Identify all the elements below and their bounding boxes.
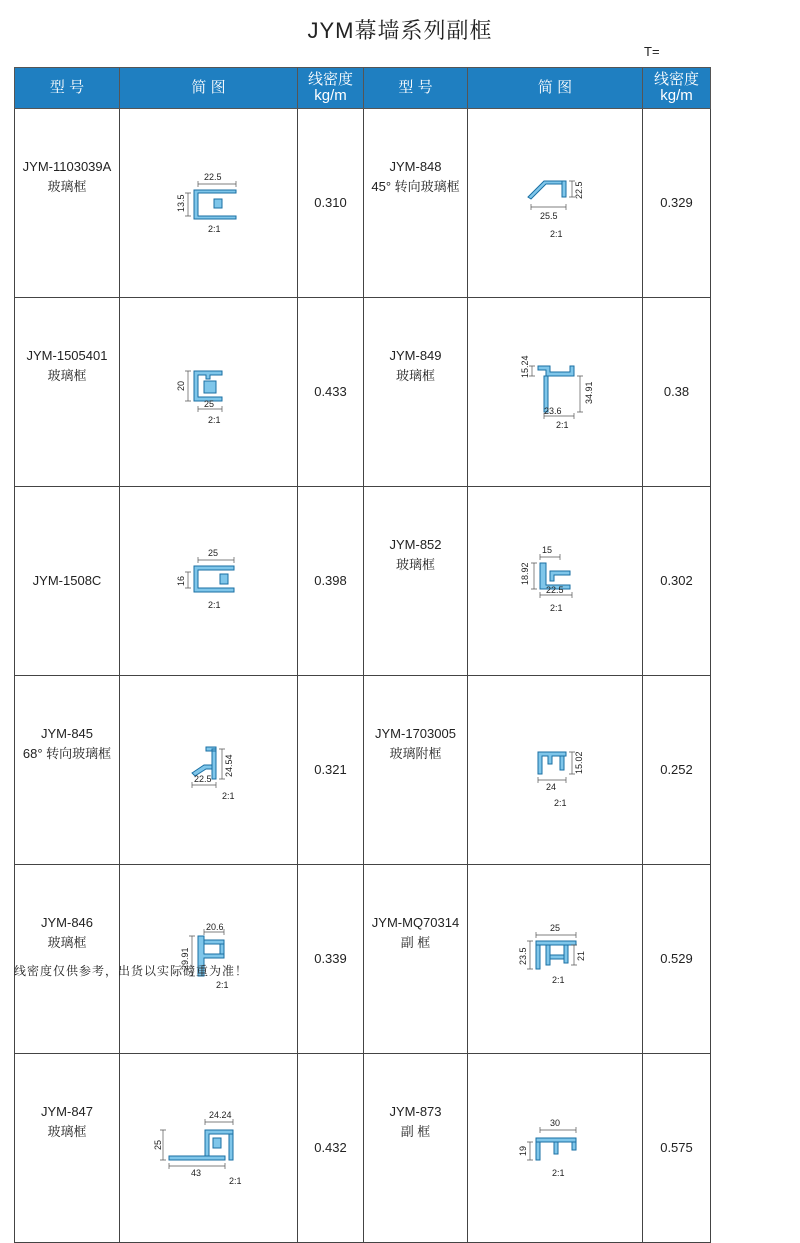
- profile-diagram: [164, 546, 254, 616]
- table-row: [15, 109, 711, 298]
- footnote: 线密度仅供参考，出货以实际磅重为准！: [14, 964, 249, 978]
- svg-text:22.5: 22.5: [574, 181, 584, 199]
- profile-diagram: [164, 357, 254, 427]
- model-cell: JYM-846 玻璃框: [15, 865, 120, 1054]
- diagram-cell: [468, 109, 643, 298]
- svg-text:16: 16: [175, 575, 186, 586]
- model-cell: JYM-849 玻璃框: [364, 298, 468, 487]
- model-cell: JYM-847 玻璃框: [15, 1054, 120, 1243]
- svg-text:22.5: 22.5: [203, 172, 222, 182]
- profile-diagram: [164, 168, 254, 238]
- svg-text:2:1: 2:1: [550, 603, 563, 613]
- svg-text:25: 25: [207, 548, 218, 558]
- profile-diagram: [510, 352, 600, 432]
- density-cell: 0.432: [298, 1054, 364, 1243]
- density-cell: 0.38: [643, 298, 711, 487]
- table-row: [15, 298, 711, 487]
- model-cell: JYM-852 玻璃框: [364, 487, 468, 676]
- model-cell: JYM-1103039A 玻璃框: [15, 109, 120, 298]
- header-density: 线密度 kg/m: [298, 68, 364, 109]
- svg-text:2:1: 2:1: [215, 980, 229, 990]
- diagram-cell: [468, 676, 643, 865]
- model-cell: JYM-873 副 框: [364, 1054, 468, 1243]
- profile-diagram: [510, 541, 600, 621]
- header-row: [15, 68, 711, 109]
- table-row: [15, 676, 711, 865]
- model-cell: JYM-1703005 玻璃附框: [364, 676, 468, 865]
- svg-text:34.91: 34.91: [584, 381, 594, 404]
- svg-text:23.5: 23.5: [518, 947, 528, 965]
- svg-text:20: 20: [175, 380, 186, 391]
- svg-text:23.6: 23.6: [544, 406, 562, 416]
- svg-text:20.6: 20.6: [205, 922, 224, 932]
- model-cell: JYM-845 68° 转向玻璃框: [15, 676, 120, 865]
- svg-text:24.54: 24.54: [223, 754, 234, 777]
- svg-text:19: 19: [518, 1145, 528, 1156]
- profile-diagram: [152, 1108, 259, 1188]
- diagram-cell: [120, 676, 298, 865]
- svg-text:22.5: 22.5: [546, 585, 564, 595]
- header-model: 型 号: [364, 68, 468, 109]
- svg-text:43: 43: [190, 1168, 201, 1178]
- density-cell: 0.575: [643, 1054, 711, 1243]
- diagram-cell: [468, 298, 643, 487]
- table-row: [15, 1054, 711, 1243]
- density-cell: 0.252: [643, 676, 711, 865]
- diagram-cell: [120, 865, 298, 1054]
- profile-diagram: [510, 1108, 600, 1188]
- svg-text:2:1: 2:1: [207, 224, 221, 234]
- thickness-label: T=: [644, 44, 660, 59]
- header-diagram: 简 图: [468, 68, 643, 109]
- density-cell: 0.310: [298, 109, 364, 298]
- table-row: [15, 865, 711, 1054]
- profile-diagram: [510, 163, 600, 243]
- density-cell: 0.398: [298, 487, 364, 676]
- svg-text:25: 25: [203, 399, 214, 409]
- svg-text:25: 25: [550, 923, 561, 933]
- profile-diagram: [510, 730, 600, 810]
- svg-text:2:1: 2:1: [228, 1176, 242, 1186]
- svg-text:13.5: 13.5: [175, 194, 186, 212]
- density-cell: 0.339: [298, 865, 364, 1054]
- svg-text:30: 30: [550, 1118, 561, 1128]
- svg-text:2:1: 2:1: [556, 420, 569, 430]
- density-cell: 0.329: [643, 109, 711, 298]
- svg-text:2:1: 2:1: [552, 1168, 565, 1178]
- svg-text:21: 21: [576, 950, 586, 961]
- diagram-cell: [468, 1054, 643, 1243]
- svg-text:22.5: 22.5: [193, 774, 212, 784]
- svg-text:15: 15: [542, 545, 553, 555]
- header-model: 型 号: [15, 68, 120, 109]
- svg-text:25: 25: [152, 1139, 163, 1150]
- diagram-cell: [468, 865, 643, 1054]
- svg-text:2:1: 2:1: [552, 975, 565, 985]
- table-row: [15, 487, 711, 676]
- svg-text:15.02: 15.02: [574, 751, 584, 774]
- density-cell: 0.302: [643, 487, 711, 676]
- diagram-cell: [120, 298, 298, 487]
- svg-text:24: 24: [546, 782, 557, 792]
- model-cell: JYM-1505401 玻璃框: [15, 298, 120, 487]
- density-cell: 0.529: [643, 865, 711, 1054]
- profile-table: [14, 67, 711, 1243]
- svg-text:24.24: 24.24: [208, 1110, 232, 1120]
- density-cell: 0.321: [298, 676, 364, 865]
- svg-text:18.92: 18.92: [520, 562, 530, 585]
- density-cell: 0.433: [298, 298, 364, 487]
- svg-text:2:1: 2:1: [207, 600, 221, 610]
- model-cell: JYM-848 45° 转向玻璃框: [364, 109, 468, 298]
- profile-diagram: [510, 919, 600, 999]
- profile-diagram: [164, 735, 254, 805]
- model-cell: JYM-MQ70314 副 框: [364, 865, 468, 1054]
- svg-text:25.5: 25.5: [540, 211, 558, 221]
- svg-text:2:1: 2:1: [221, 791, 235, 801]
- svg-text:2:1: 2:1: [550, 229, 563, 239]
- diagram-cell: [120, 1054, 298, 1243]
- page-title: JYM幕墙系列副框: [307, 18, 493, 43]
- diagram-cell: [120, 109, 298, 298]
- header-diagram: 简 图: [120, 68, 298, 109]
- model-cell: JYM-1508C: [15, 487, 120, 676]
- svg-text:29.91: 29.91: [179, 947, 190, 970]
- header-density: 线密度 kg/m: [643, 68, 711, 109]
- svg-text:2:1: 2:1: [207, 415, 221, 425]
- diagram-cell: [120, 487, 298, 676]
- svg-text:2:1: 2:1: [554, 798, 567, 808]
- diagram-cell: [468, 487, 643, 676]
- svg-text:15.24: 15.24: [520, 355, 530, 378]
